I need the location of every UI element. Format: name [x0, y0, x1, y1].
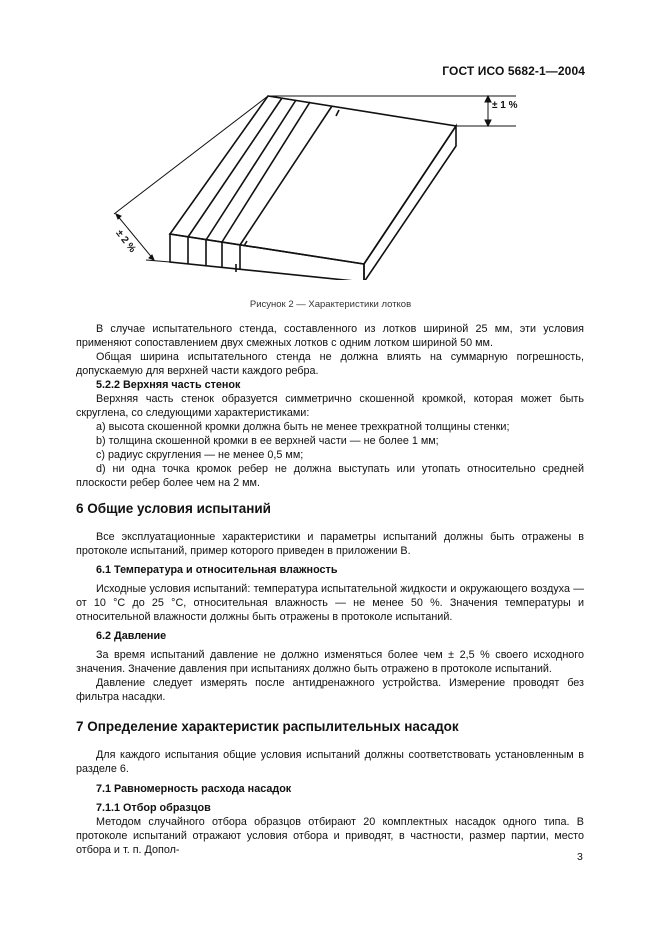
tray-figure [96, 90, 536, 280]
paragraph: Верхняя часть стенок образуется симметрично скошенной кромкой, которая может быть скруглена, со следующими характеристиками: [76, 393, 584, 419]
block-6-1-text [76, 582, 584, 624]
section-6-title: 6 Общие условия испытаний [76, 501, 271, 516]
paragraph: За время испытаний давление не должно изменяться более чем ± 2,5 % своего исходного значения. Значение давления при испытаниях должно быть отражено в протоколе испытаний. [76, 649, 584, 675]
list-item: c) радиус скругления — не менее 0,5 мм; [96, 449, 304, 461]
dimension-label-left: ± 2 % [113, 228, 138, 255]
list-item: a) высота скошенной кромки должна быть не менее трехкратной толщины стенки; [96, 421, 510, 433]
block-6-2 [76, 629, 584, 643]
tray-front-face [170, 234, 364, 280]
block-7-intro [76, 748, 584, 776]
subsection-heading-7-1: 7.1 Равномерность расхода насадок [96, 783, 292, 795]
paragraph: Давление следует измерять после антидренажного устройства. Измерение проводят без фильтра насадки. [76, 677, 584, 703]
tray-drawing [96, 90, 536, 280]
block-7-1 [76, 782, 584, 796]
subsection-heading-7-1-1: 7.1.1 Отбор образцов [96, 802, 211, 814]
paragraph: Общая ширина испытательного стенда не должна влиять на суммарную погрешность, допускаемую для верхней части каждого ребра. [76, 351, 584, 377]
figure-caption: Рисунок 2 — Характеристики лотков [249, 299, 412, 310]
tray-side-face [364, 126, 456, 280]
block-6-2-text [76, 648, 584, 704]
block-6-1 [76, 563, 584, 577]
subsection-heading-6-1: 6.1 Температура и относительная влажность [96, 564, 338, 576]
tray-top-face [170, 96, 456, 264]
paragraph: Все эксплуатационные характеристики и параметры испытаний должны быть отражены в протоколе испытаний, пример которого приведен в приложении В. [76, 531, 584, 557]
paragraph: В случае испытательного стенда, составленного из лотков шириной 25 мм, эти условия применяют сопоставлением двух смежных лотков с одним лотком шириной 50 мм. [76, 323, 584, 349]
list-item: d) ни одна точка кромок ребер не должна выступать или утопать относительно средней плоскости ребер более чем на 2 мм. [76, 463, 584, 489]
list-item: b) толщина скошенной кромки в ее верхней части — не более 1 мм; [96, 435, 439, 447]
page-number: 3 [577, 851, 583, 863]
paragraph: Методом случайного отбора образцов отбирают 20 комплектных насадок одного типа. В протоколе испытаний отражают условия отбора и приводят, в частности, размер партии, место отбора и т. п. Допол- [76, 816, 584, 856]
block-6-intro [76, 530, 584, 558]
document-header: ГОСТ ИСО 5682-1—2004 [442, 64, 585, 78]
dimension-label-right: ± 1 % [492, 100, 518, 111]
paragraph: Для каждого испытания общие условия испытаний должны соответствовать установленным в разделе 6. [76, 749, 584, 775]
subsection-heading-5-2-2: 5.2.2 Верхняя часть стенок [96, 379, 241, 391]
block-5-2 [76, 322, 584, 490]
paragraph: Исходные условия испытаний: температура испытательной жидкости и окружающего воздуха — от 10 °С до 25 °С, относительная влажность — не менее 50 %. Значения температуры и относительной влажности должны быть отражены в протоколе испытаний. [76, 583, 584, 623]
block-7-1-1 [76, 801, 584, 857]
section-7-title: 7 Определение характеристик распылительных насадок [76, 719, 459, 734]
subsection-heading-6-2: 6.2 Давление [96, 630, 167, 642]
